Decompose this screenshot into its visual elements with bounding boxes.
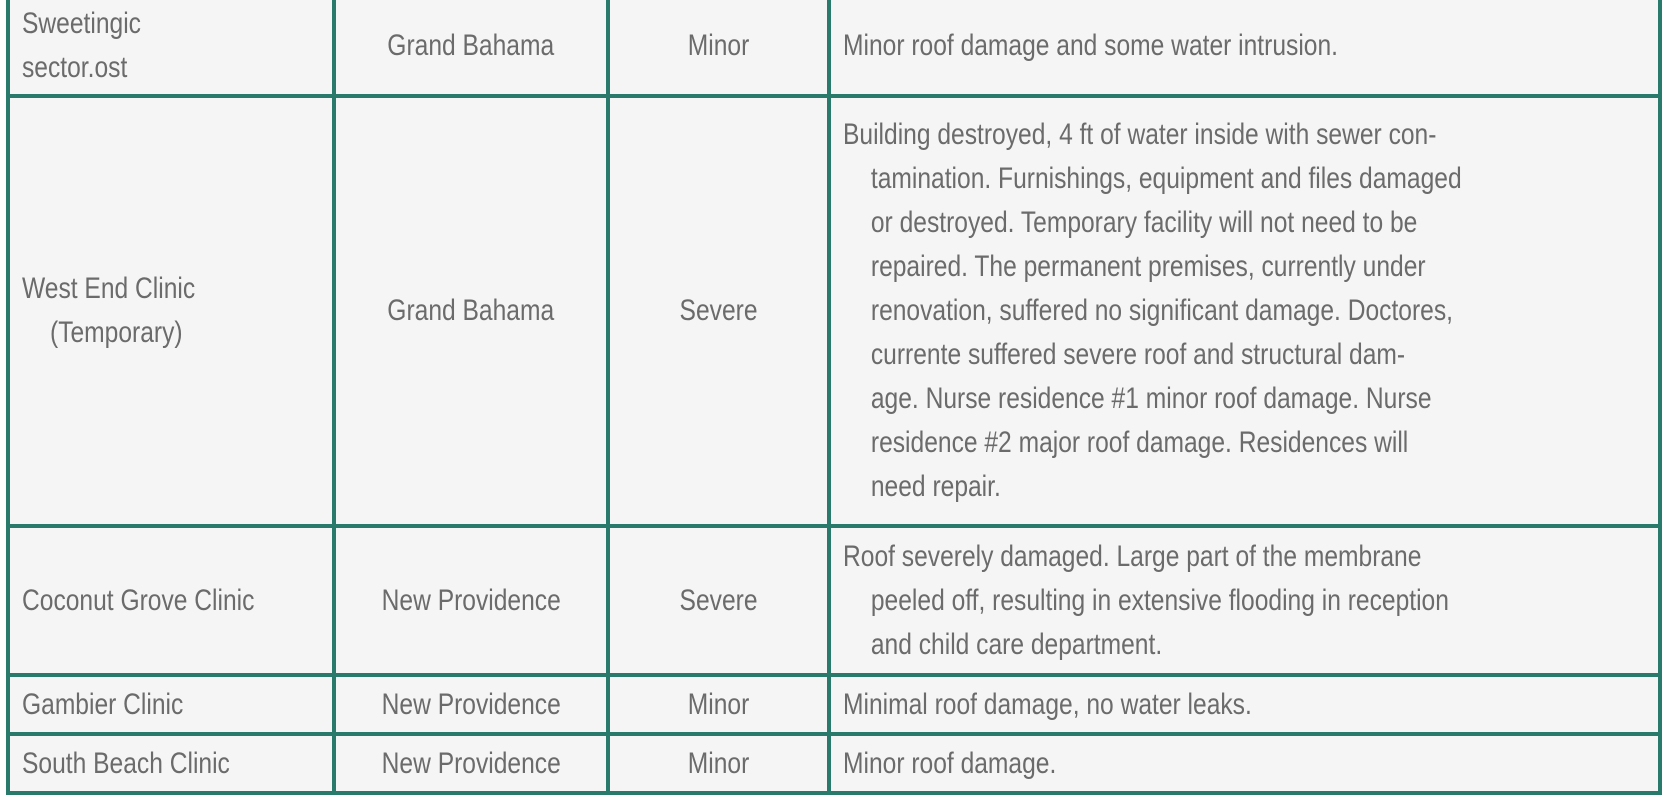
table-row: [8, 734, 1660, 793]
island-name: New Providence: [381, 583, 561, 617]
facility-name: Coconut Grove Clinic: [22, 583, 255, 617]
island-name: Grand Bahama: [387, 29, 555, 62]
description-line: Minimal roof damage, no water leaks.: [843, 687, 1252, 721]
description-line: renovation, suffered no significant damage. Doctores,: [870, 294, 1453, 327]
severity-cell: [608, 734, 829, 793]
facility-name-cell: [8, 675, 334, 734]
facility-name: West End Clinic: [22, 272, 196, 305]
island-cell: [334, 734, 608, 793]
severity-label: Severe: [679, 294, 758, 327]
island-name: Grand Bahama: [387, 294, 555, 327]
facility-name-cell: [8, 0, 334, 96]
description-line: currente suffered severe roof and structural dam-: [870, 338, 1406, 371]
description-cell: [829, 526, 1660, 675]
description-line: or destroyed. Temporary facility will not need to be: [870, 206, 1418, 239]
island-cell: [334, 526, 608, 675]
facility-name: (Temporary): [50, 316, 183, 349]
facility-name-cell: [8, 526, 334, 675]
facility-damage-table: [6, 0, 1662, 795]
severity-cell: [608, 526, 829, 675]
description-line: residence #2 major roof damage. Residences will: [870, 426, 1409, 459]
facility-name: sector.ost: [22, 51, 128, 84]
description-line: Building destroyed, 4 ft of water inside with sewer con-: [843, 118, 1437, 151]
description-cell: [829, 675, 1660, 734]
table-row: [8, 675, 1660, 734]
table-row: [8, 526, 1660, 675]
description-cell: [829, 734, 1660, 793]
facility-name-cell: [8, 96, 334, 526]
description-line: peeled off, resulting in extensive flooding in reception: [870, 583, 1449, 617]
description-line: tamination. Furnishings, equipment and files damaged: [870, 162, 1462, 195]
description-line: repaired. The permanent premises, currently under: [870, 250, 1426, 283]
facility-name: Gambier Clinic: [22, 687, 184, 721]
island-name: New Providence: [381, 687, 561, 721]
island-cell: [334, 675, 608, 734]
severity-cell: [608, 0, 829, 96]
description-line: and child care department.: [870, 627, 1163, 661]
description-line: age. Nurse residence #1 minor roof damage. Nurse: [870, 382, 1432, 415]
description-cell: [829, 0, 1660, 96]
severity-label: Minor: [687, 746, 750, 780]
island-cell: [334, 96, 608, 526]
island-cell: [334, 0, 608, 96]
severity-label: Severe: [679, 583, 758, 617]
facility-name-cell: [8, 734, 334, 793]
description-line: Minor roof damage and some water intrusion.: [843, 29, 1338, 62]
description-line: Roof severely damaged. Large part of the membrane: [843, 539, 1422, 573]
severity-cell: [608, 96, 829, 526]
facility-name: Sweetingic: [22, 7, 141, 40]
severity-label: Minor: [687, 687, 750, 721]
description-cell: [829, 96, 1660, 526]
facility-name: South Beach Clinic: [22, 746, 230, 780]
description-line: Minor roof damage.: [843, 746, 1057, 780]
table-row: [8, 96, 1660, 526]
table-row: [8, 0, 1660, 96]
severity-cell: [608, 675, 829, 734]
severity-label: Minor: [687, 29, 750, 62]
description-line: need repair.: [870, 470, 1001, 503]
island-name: New Providence: [381, 746, 561, 780]
